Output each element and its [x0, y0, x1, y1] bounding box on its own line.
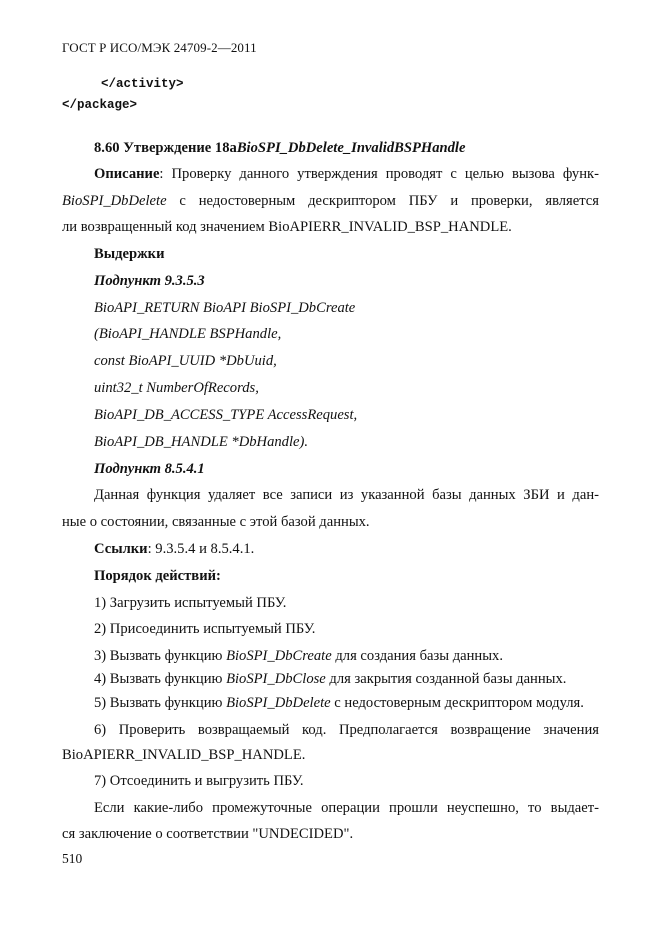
function-desc-line-2: ные о состоянии, связанные с этой базой данных. — [62, 514, 370, 530]
document-header: ГОСТ Р ИСО/МЭК 24709-2—2011 — [62, 40, 257, 55]
description-function: BioSPI_DbDelete — [62, 193, 167, 209]
code-line-package-close: </package> — [62, 98, 138, 112]
excerpts-label: Выдержки — [94, 246, 165, 262]
step-5: 5) Вызвать функцию BioSPI_DbDelete с недостоверным дескриптором модуля. — [94, 695, 584, 711]
code-line-activity-close: </activity> — [101, 77, 184, 91]
signature-line-3: const BioAPI_UUID *DbUuid, — [94, 353, 277, 369]
section-heading — [94, 140, 465, 157]
description-line-3: ли возвращенный код значением BioAPIERR_INVALID_BSP_HANDLE. — [62, 219, 512, 235]
description-line-2: BioSPI_DbDelete с недостоверным дескриптором ПБУ и проверки, является — [62, 193, 599, 209]
signature-line-1: BioAPI_RETURN BioAPI BioSPI_DbCreate — [94, 300, 356, 316]
section-number: 8.60 Утверждение 18а — [94, 140, 237, 156]
subclause-9-3-5-3: Подпункт 9.3.5.3 — [94, 273, 205, 289]
step-6-line-2: BioAPIERR_INVALID_BSP_HANDLE. — [62, 747, 306, 763]
references-label: Ссылки — [94, 541, 148, 557]
step-1: 1) Загрузить испытуемый ПБУ. — [94, 595, 287, 611]
signature-line-4: uint32_t NumberOfRecords, — [94, 380, 259, 396]
step-7: 7) Отсоединить и выгрузить ПБУ. — [94, 773, 304, 789]
step-6-line-1: 6) Проверить возвращаемый код. Предполагается возвращение значения — [94, 722, 599, 738]
subclause-8-5-4-1: Подпункт 8.5.4.1 — [94, 461, 205, 477]
signature-line-2: (BioAPI_HANDLE BSPHandle, — [94, 326, 282, 342]
function-desc-line-1: Данная функция удаляет все записи из указанной базы данных ЗБИ и дан- — [94, 487, 599, 503]
step-4: 4) Вызвать функцию BioSPI_DbClose для закрытия созданной базы данных. — [94, 671, 567, 687]
references-line: Ссылки: 9.3.5.4 и 8.5.4.1. — [94, 541, 255, 557]
step-2: 2) Присоединить испытуемый ПБУ. — [94, 621, 316, 637]
description-line-1: Описание: Проверку данного утверждения проводят с целью вызова функ- — [94, 166, 599, 182]
signature-line-6: BioAPI_DB_HANDLE *DbHandle). — [94, 434, 309, 450]
conclusion-line-2: ся заключение о соответствии "UNDECIDED". — [62, 826, 354, 842]
step-3: 3) Вызвать функцию BioSPI_DbCreate для создания базы данных. — [94, 648, 503, 664]
signature-line-5: BioAPI_DB_ACCESS_TYPE AccessRequest, — [94, 407, 358, 423]
page-number: 510 — [62, 851, 83, 866]
description-label: Описание — [94, 166, 160, 182]
section-name: BioSPI_DbDelete_InvalidBSPHandle — [236, 140, 466, 156]
conclusion-line-1: Если какие-либо промежуточные операции прошли неуспешно, то выдает- — [94, 800, 599, 816]
procedure-label: Порядок действий: — [94, 568, 221, 584]
